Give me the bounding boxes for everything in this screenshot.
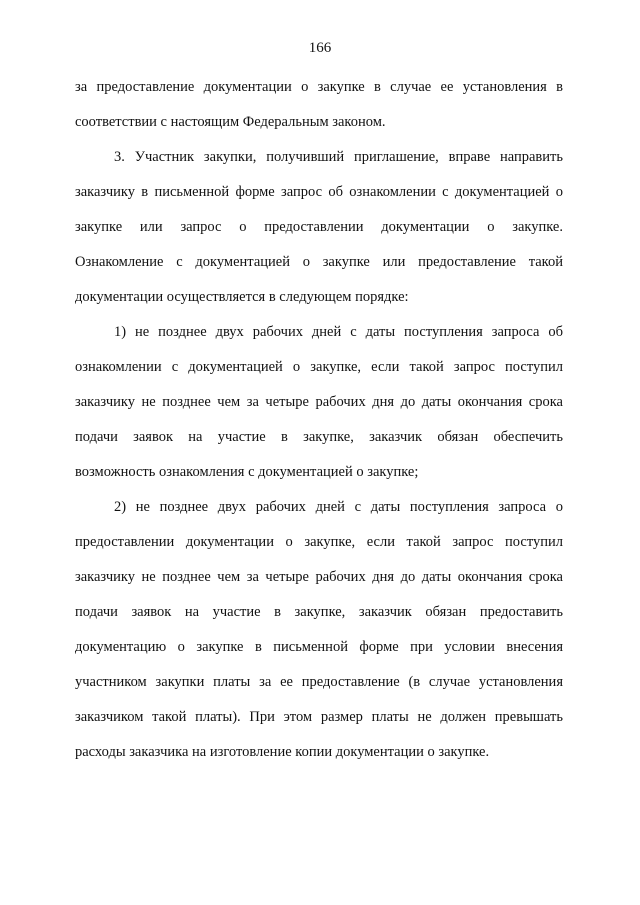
text-line: заказчику не позднее чем за четыре рабочих дня до даты окончания срока <box>75 394 563 410</box>
text-line: за предоставление документации о закупке в случае ее установления в <box>75 79 563 95</box>
text-line: соответствии с настоящим Федеральным законом. <box>75 114 386 130</box>
text-line: 3. Участник закупки, получивший приглашение, вправе направить <box>114 149 563 165</box>
text-line: подачи заявок на участие в закупке, заказчик обязан обеспечить <box>75 429 563 445</box>
text-line: заказчику в письменной форме запрос об ознакомлении с документацией о <box>75 184 563 200</box>
text-line: ознакомлении с документацией о закупке, если такой запрос поступил <box>75 359 563 375</box>
text-line: расходы заказчика на изготовление копии документации о закупке. <box>75 744 490 760</box>
text-line: Ознакомление с документацией о закупке или предоставление такой <box>75 254 563 270</box>
text-line: 1) не позднее двух рабочих дней с даты поступления запроса об <box>114 324 563 340</box>
text-line: заказчику не позднее чем за четыре рабочих дня до даты окончания срока <box>75 569 563 585</box>
page-number: 166 <box>308 40 332 56</box>
text-line: возможность ознакомления с документацией о закупке; <box>75 464 419 480</box>
text-line: предоставлении документации о закупке, если такой запрос поступил <box>75 534 563 550</box>
text-line: заказчиком такой платы). При этом размер платы не должен превышать <box>75 709 563 725</box>
text-line: подачи заявок на участие в закупке, заказчик обязан предоставить <box>75 604 563 620</box>
text-line: документации осуществляется в следующем порядке: <box>75 289 409 305</box>
text-line: участником закупки платы за ее предоставление (в случае установления <box>75 674 563 690</box>
text-line: документацию о закупке в письменной форме при условии внесения <box>75 639 563 655</box>
text-line: закупке или запрос о предоставлении документации о закупке. <box>75 219 563 235</box>
text-line: 2) не позднее двух рабочих дней с даты поступления запроса о <box>114 499 563 515</box>
